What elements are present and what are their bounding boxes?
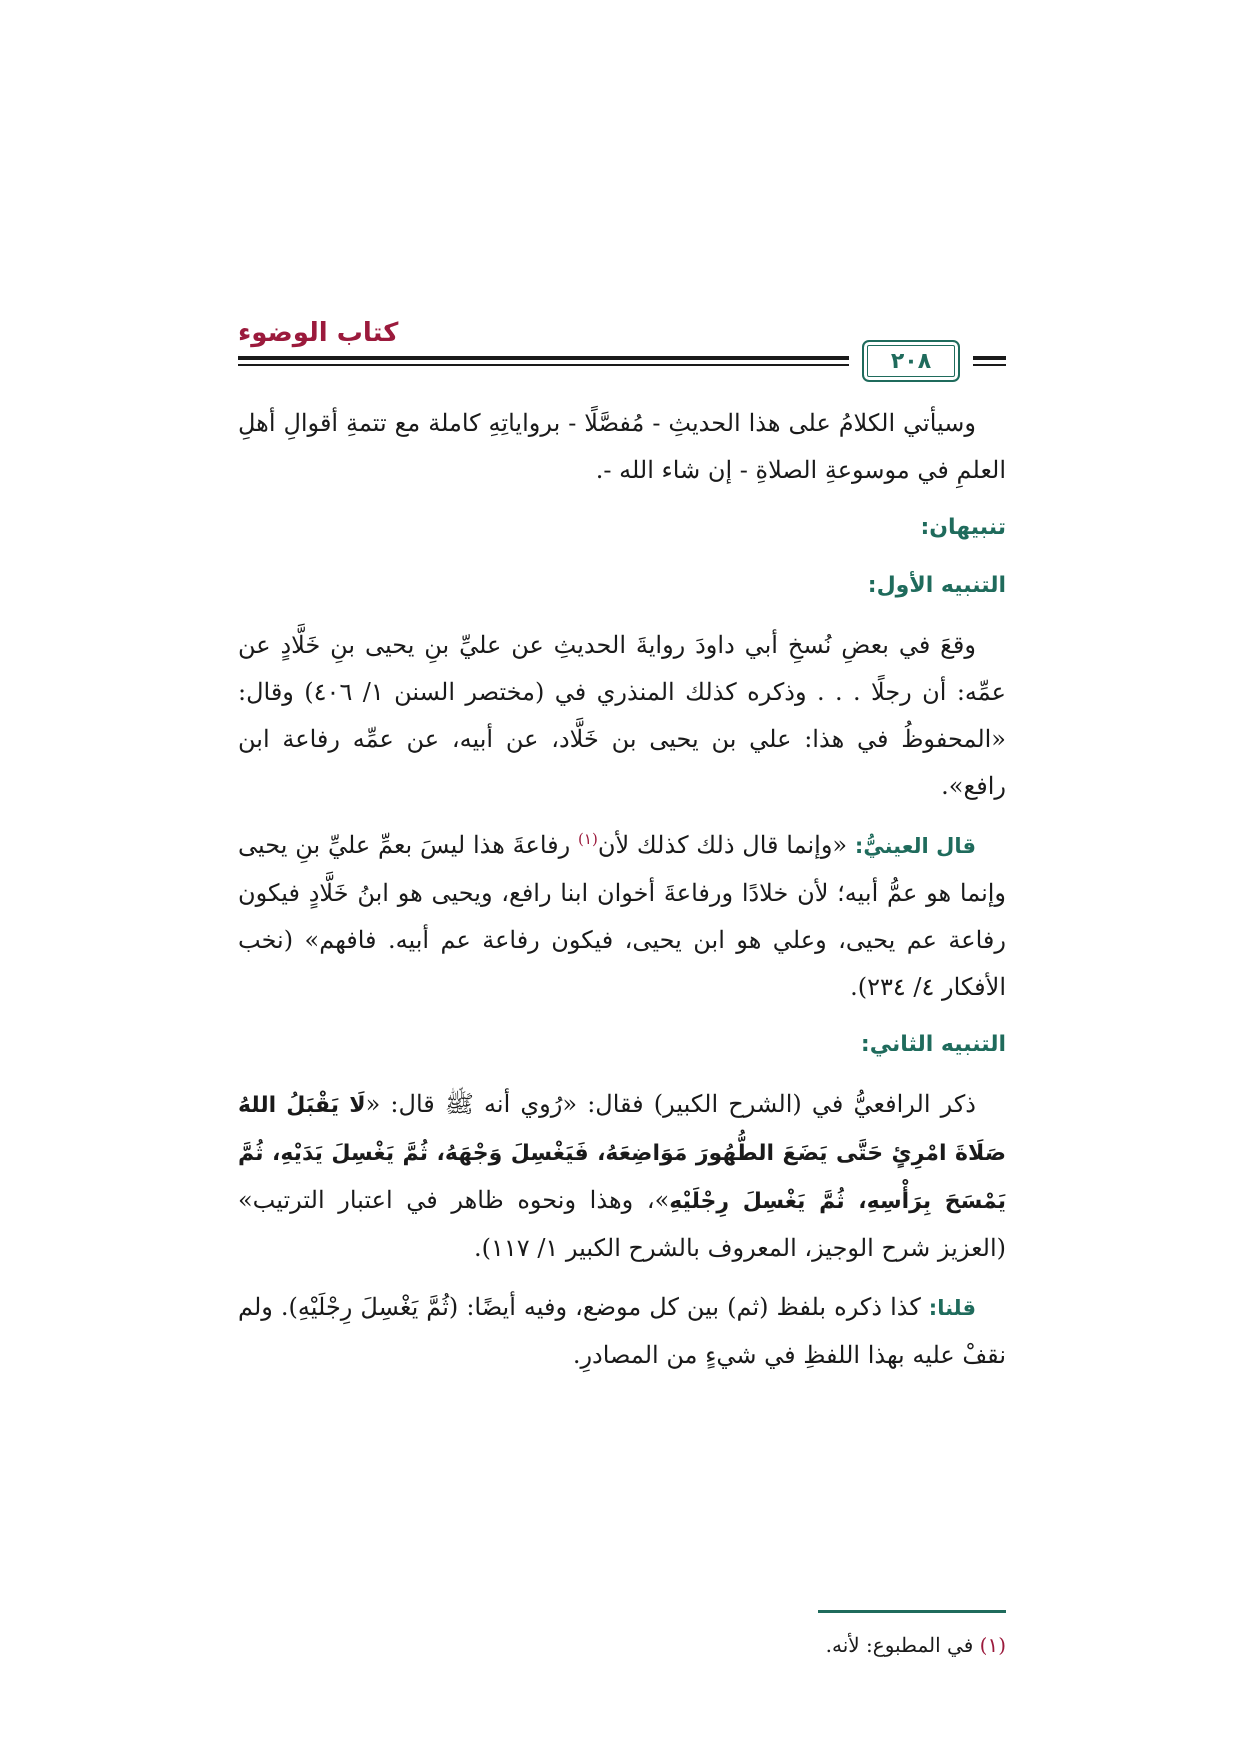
ayni-quote-rest: رفاعةَ هذا ليسَ بعمِّ عليِّ بنِ يحيى وإنما هو عمُّ أبيه؛ لأن خلادًا ورفاعةَ أخوان ابنا رافع، ويحيى هو ابنُ خَلَّادٍ فيكون رفاعة عم يحيى، وعلي هو ابن يحيى، فيكون رفاعة عم أبيه. فافهم» (نخب الأفكار ٤/ ٢٣٤). (238, 831, 1007, 1001)
header-rule-thin-left (238, 364, 849, 366)
footnote-separator (818, 1610, 1006, 1613)
rafii-rest: »، وهذا ونحوه ظاهر في اعتبار الترتيب» (العزيز شرح الوجيز، المعروف بالشرح الكبير ١/ ١١٧). (238, 1186, 1006, 1262)
paragraph-5 (238, 1284, 1006, 1379)
footnote-number: (١) (979, 1633, 1006, 1657)
heading-first-note: التنبيه الأول: (867, 573, 1006, 598)
page-body (238, 400, 1006, 1391)
heading-tanbihan: تنبيهان: (920, 515, 1006, 540)
paragraph-3 (238, 822, 1006, 1011)
footnote-1 (238, 1628, 1006, 1662)
header-rule-thick-right (973, 356, 1006, 360)
page-number: ٢٠٨ (890, 348, 932, 374)
paragraph-4 (238, 1081, 1006, 1272)
footnote-ref-1[interactable]: (١) (578, 830, 598, 848)
running-header (238, 318, 1006, 388)
paragraph-1: وسيأتي الكلامُ على هذا الحديثِ - مُفصَّلًا - برواياتِهِ كاملة مع تتمةِ أقوالِ أهلِ العلمِ في موسوعةِ الصلاةِ - إن شاء الله -. (238, 409, 1006, 484)
header-rule-thin-right (973, 364, 1006, 366)
ayni-lead: قال العينيُّ: (854, 834, 976, 858)
page-number-frame (862, 340, 960, 382)
rafii-intro: ذكر الرافعيُّ في (الشرح الكبير) فقال: «رُوي أنه ﷺ قال: « (365, 1090, 976, 1118)
paragraph-2: وقعَ في بعضِ نُسخِ أبي داودَ روايةَ الحديثِ عن عليِّ بنِ يحيى بنِ خَلَّادٍ عن عمِّه: أن رجلًا . . . وذكره كذلك المنذري في (مختصر السنن ١/ ٤٠٦) وقال: «المحفوظُ في هذا: علي بن يحيى بن خَلَّاد، عن أبيه، عن عمِّه رفاعة ابن رافع». (238, 631, 1006, 800)
book-title: كتاب الوضوء (238, 318, 399, 348)
footnote-text: في المطبوع: لأنه. (825, 1633, 974, 1657)
hadith-text: لَا يَقْبَلُ اللهُ صَلَاةَ امْرِئٍ حَتَّى يَضَعَ الطُّهُورَ مَوَاضِعَهُ، فَيَغْسِلَ وَجْهَهُ، ثُمَّ يَغْسِلَ يَدَيْهِ، ثُمَّ يَمْسَحَ بِرَأْسِهِ، ثُمَّ يَغْسِلَ رِجْلَيْهِ (238, 1093, 1006, 1214)
ayni-quote-start: «وإنما قال ذلك كذلك لأن (597, 831, 848, 859)
header-rule-thick-left (238, 356, 849, 360)
qulna-lead: قلنا: (928, 1296, 976, 1320)
qulna-text: كذا ذكره بلفظ (ثم) بين كل موضع، وفيه أيضًا: (ثُمَّ يَغْسِلَ رِجْلَيْهِ). ولم نقفْ عليه بهذا اللفظِ في شيءٍ من المصادرِ. (238, 1293, 1006, 1369)
heading-second-note: التنبيه الثاني: (860, 1032, 1006, 1057)
